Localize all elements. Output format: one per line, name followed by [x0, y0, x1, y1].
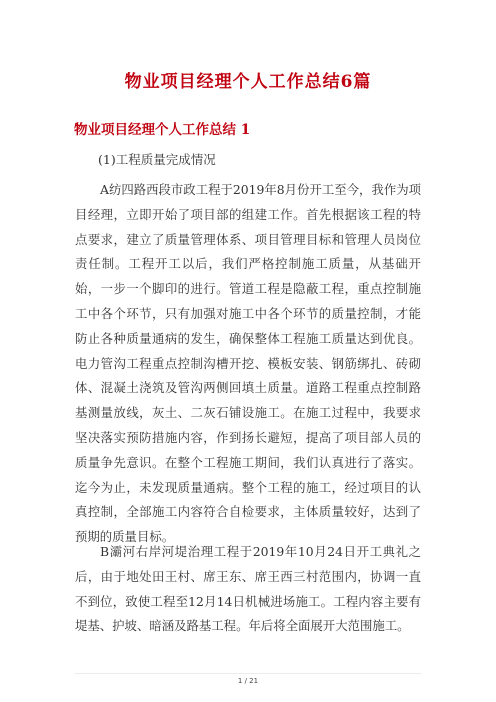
- footer-divider: [75, 673, 421, 674]
- body-paragraph: A纺四路西段市政工程于2019年8月份开工至今，我作为项目经理，立即开始了项目部的组建工作。首先根据该工程的特点要求，建立了质量管理体系、项目管理目标和管理人员岗位责任制。工程开工以后，我们严格控制施工质量，从基础开始，一步一个脚印的进行。管道工程是隐蔽工程，重点控制施工中各个环节，只有加强对施工中各个环节的质量控制，才能防止各种质量通病的发生，确保整体工程施工质量达到优良。电力管沟工程重点控制沟槽开挖、模板安装、钢筋绑扎、砖砌体、混凝土浇筑及管沟两侧回填土质量。道路工程重点控制路基测量放线，灰土、二灰石铺设施工。在施工过程中，我要求坚决落实预防措施内容，作到扬长避短，提高了项目部人员的质量争先意识。在整个工程施工期间，我们认真进行了落实。迄今为止，未发现质量通病。整个工程的施工，经过项目的认真控制，全部施工内容符合自检要求，主体质量较好，达到了预期的质量目标。: [75, 182, 421, 545]
- sub-heading: (1)工程质量完成情况: [98, 152, 216, 167]
- section-heading: 物业项目经理个人工作总结 1: [74, 122, 251, 138]
- body-paragraph: B灞河右岸河堤治理工程于2019年10月24日开工典礼之后，由于地处田王村、席王东、席王西三村范围内，协调一直不到位，致使工程至12月14日机械进场施工。工程内容主要有堤基、护坡、暗涵及路基工程。年后将全面展开大范围施工。: [75, 544, 421, 634]
- page-number: 1 / 21: [237, 677, 259, 685]
- document-title: 物业项目经理个人工作总结6篇: [124, 72, 372, 92]
